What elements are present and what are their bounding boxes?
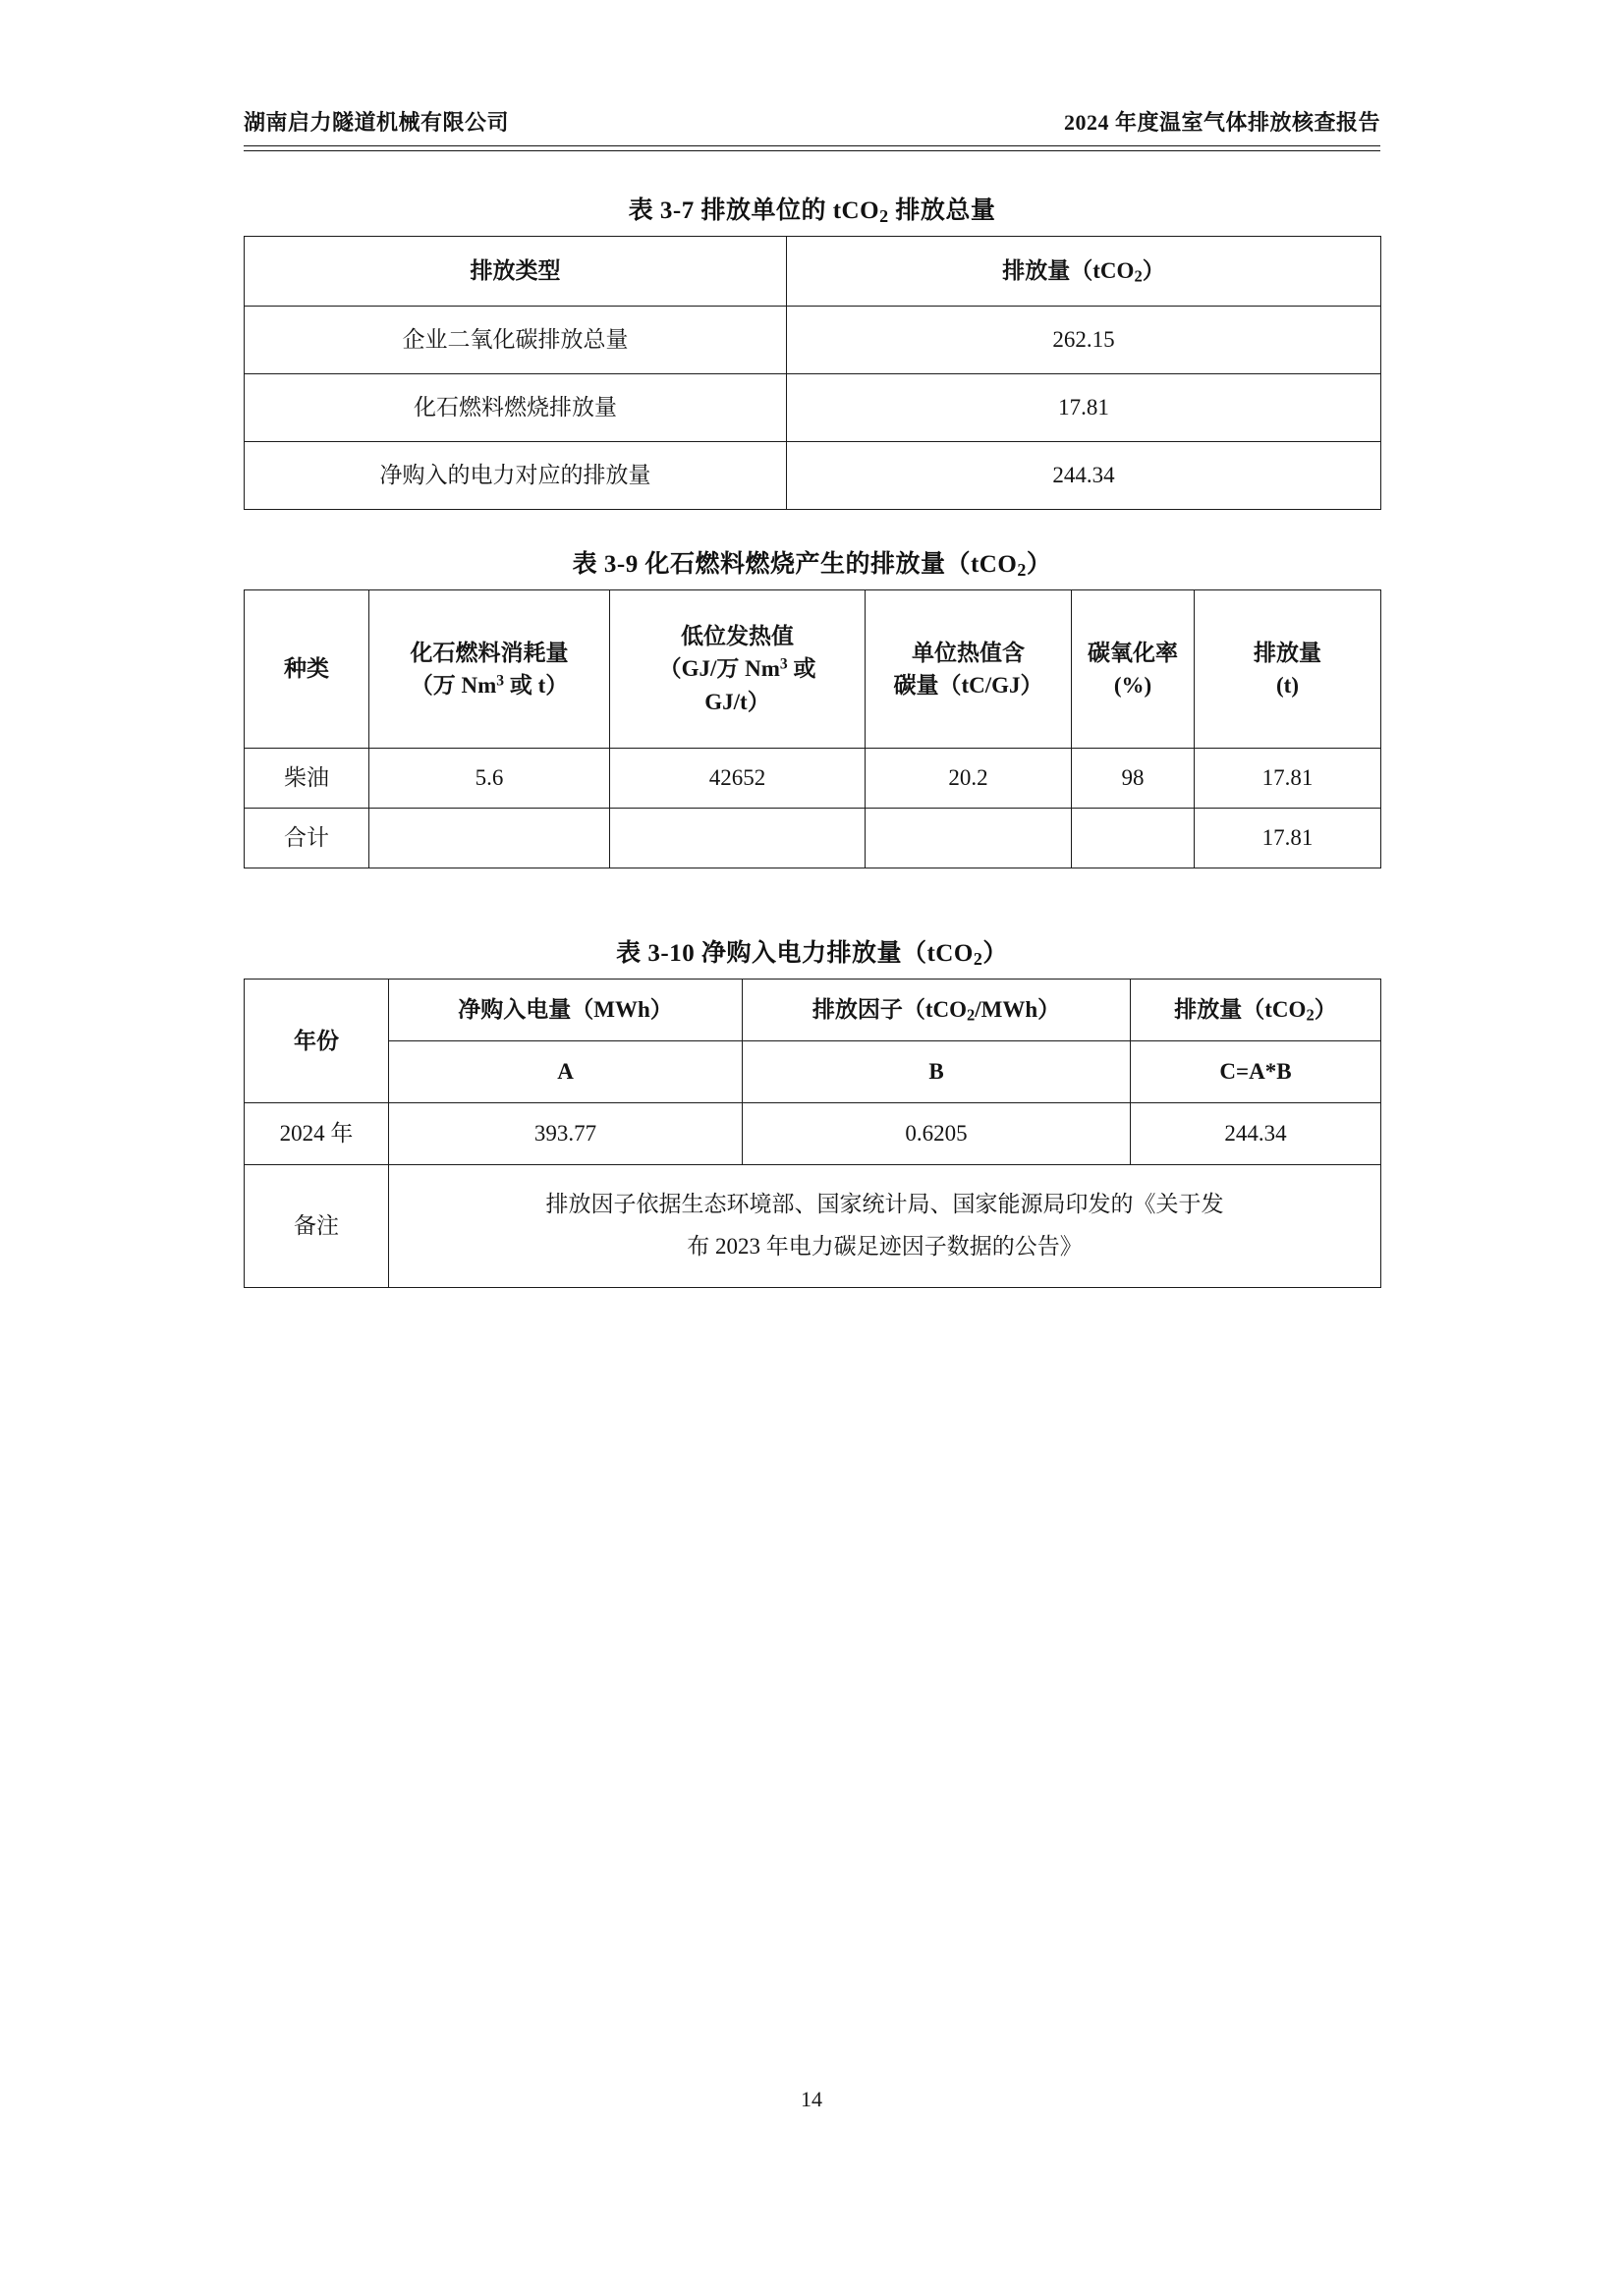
table-3-10-header-emission bbox=[1131, 979, 1381, 1040]
table-3-9-cell-emission: 17.81 bbox=[1195, 808, 1381, 868]
table-3-9-header-oxidation-rate bbox=[1072, 589, 1195, 748]
table-3-10-header-purchased: 净购入电量（MWh） bbox=[389, 979, 743, 1040]
table-3-10 bbox=[244, 979, 1381, 1288]
table-3-10-note-line1: 排放因子依据生态环境部、国家统计局、国家能源局印发的《关于发 bbox=[545, 1192, 1224, 1217]
table-3-9-header-emission-line1: 排放量 bbox=[1254, 640, 1321, 665]
emission-subscript: 2 bbox=[1306, 1005, 1315, 1025]
table-3-9-cell-emission: 17.81 bbox=[1195, 748, 1381, 808]
table-3-7-cell-type: 化石燃料燃烧排放量 bbox=[245, 373, 787, 441]
heat-unit-prefix: （GJ/万 Nm bbox=[658, 656, 780, 682]
table-row bbox=[245, 1164, 1381, 1287]
header-report-title: 2024 年度温室气体排放核查报告 bbox=[1063, 110, 1380, 135]
table-3-9-cell-consumption bbox=[369, 808, 610, 868]
table-3-10-note-label: 备注 bbox=[245, 1164, 389, 1287]
table-3-9-header-heat-line1: 低位发热值 bbox=[681, 623, 794, 648]
factor-suffix: /MWh） bbox=[975, 996, 1061, 1022]
table-3-9-caption-subscript: 2 bbox=[1017, 559, 1027, 580]
heat-unit-mid: 或 bbox=[787, 656, 816, 682]
table-row bbox=[245, 1102, 1381, 1164]
table-3-9-header-heat-value bbox=[610, 589, 866, 748]
table-3-10-caption-prefix: 表 3-10 净购入电力排放量（tCO bbox=[616, 940, 974, 967]
table-3-9 bbox=[244, 589, 1381, 868]
consumption-unit-superscript: 3 bbox=[496, 672, 505, 690]
table-3-9-header-heat-line2 bbox=[616, 652, 859, 685]
table-3-9-caption-suffix: ） bbox=[1026, 551, 1052, 578]
table-3-9-cell-oxidation-rate bbox=[1072, 808, 1195, 868]
table-3-10-block bbox=[244, 927, 1380, 1288]
table-3-9-cell-oxidation-rate: 98 bbox=[1072, 748, 1195, 808]
table-row bbox=[245, 373, 1381, 441]
factor-prefix: 排放因子（tCO bbox=[812, 996, 967, 1022]
table-3-9-header-carbon-line1: 单位热值含 bbox=[912, 640, 1025, 665]
page-number: 14 bbox=[801, 2087, 822, 2111]
table-3-7-cell-value: 244.34 bbox=[787, 441, 1381, 509]
table-3-7-header-amount-prefix: 排放量（tCO bbox=[1002, 257, 1135, 283]
table-3-10-symbol-b: B bbox=[743, 1040, 1131, 1102]
table-row bbox=[245, 1040, 1381, 1102]
table-3-9-header-carbon-content bbox=[866, 589, 1072, 748]
factor-subscript: 2 bbox=[967, 1005, 976, 1025]
table-3-9-caption-prefix: 表 3-9 化石燃料燃烧产生的排放量（tCO bbox=[572, 551, 1018, 578]
table-3-9-cell-consumption: 5.6 bbox=[369, 748, 610, 808]
table-3-10-note-line2: 布 2023 年电力碳足迹因子数据的公告》 bbox=[687, 1233, 1083, 1259]
heat-unit-superscript: 3 bbox=[779, 655, 788, 673]
header-company-name: 湖南启力隧道机械有限公司 bbox=[244, 110, 510, 135]
table-row bbox=[245, 589, 1381, 748]
table-row bbox=[245, 748, 1381, 808]
table-3-9-header-consumption bbox=[369, 589, 610, 748]
table-3-10-caption bbox=[244, 927, 1380, 979]
table-3-7-caption bbox=[244, 185, 1380, 236]
table-3-10-symbol-c: C=A*B bbox=[1131, 1040, 1381, 1102]
table-3-9-header-consumption-line2 bbox=[375, 669, 603, 701]
table-3-9-header-kind: 种类 bbox=[245, 589, 369, 748]
table-3-10-header-year: 年份 bbox=[245, 979, 389, 1102]
table-3-7 bbox=[244, 236, 1381, 510]
table-3-10-cell-year: 2024 年 bbox=[245, 1102, 389, 1164]
emission-suffix: ） bbox=[1314, 996, 1337, 1022]
table-3-7-caption-subscript: 2 bbox=[879, 205, 889, 226]
table-row bbox=[245, 979, 1381, 1040]
table-row bbox=[245, 306, 1381, 373]
table-3-10-header-factor bbox=[743, 979, 1131, 1040]
table-3-7-caption-prefix: 表 3-7 排放单位的 tCO bbox=[628, 197, 880, 224]
table-3-7-header-amount bbox=[787, 236, 1381, 306]
table-3-10-symbol-a: A bbox=[389, 1040, 743, 1102]
emission-prefix: 排放量（tCO bbox=[1174, 996, 1307, 1022]
table-3-7-block bbox=[244, 185, 1380, 510]
header-double-rule bbox=[244, 145, 1380, 151]
table-3-7-cell-type: 企业二氧化碳排放总量 bbox=[245, 306, 787, 373]
table-3-10-caption-subscript: 2 bbox=[973, 948, 983, 969]
table-3-7-cell-value: 262.15 bbox=[787, 306, 1381, 373]
table-3-9-header-oxidation-line1: 碳氧化率 bbox=[1088, 640, 1178, 665]
table-3-9-cell-kind: 合计 bbox=[245, 808, 369, 868]
table-3-9-header-carbon-line2: 碳量（tC/GJ） bbox=[893, 672, 1043, 698]
table-3-9-cell-carbon-content: 20.2 bbox=[866, 748, 1072, 808]
table-3-9-header-oxidation-line2: (%) bbox=[1113, 672, 1152, 698]
table-row bbox=[245, 808, 1381, 868]
table-3-9-cell-heat-value: 42652 bbox=[610, 748, 866, 808]
table-3-10-caption-suffix: ） bbox=[982, 940, 1008, 967]
table-row bbox=[245, 441, 1381, 509]
table-3-9-cell-heat-value bbox=[610, 808, 866, 868]
table-3-9-header-emission-line2: (t) bbox=[1276, 672, 1299, 698]
table-3-9-caption bbox=[244, 538, 1380, 589]
consumption-unit-suffix: 或 t） bbox=[504, 672, 569, 698]
table-3-7-header-amount-subscript: 2 bbox=[1134, 266, 1143, 286]
table-3-7-cell-type: 净购入的电力对应的排放量 bbox=[245, 441, 787, 509]
table-3-7-cell-value: 17.81 bbox=[787, 373, 1381, 441]
table-3-10-cell-purchased: 393.77 bbox=[389, 1102, 743, 1164]
table-3-9-block bbox=[244, 538, 1380, 868]
table-row bbox=[245, 236, 1381, 306]
table-3-10-note-body bbox=[389, 1164, 1381, 1287]
table-3-7-caption-suffix: 排放总量 bbox=[888, 197, 996, 224]
table-3-10-cell-factor: 0.6205 bbox=[743, 1102, 1131, 1164]
table-3-10-cell-emission: 244.34 bbox=[1131, 1102, 1381, 1164]
table-3-7-header-amount-suffix: ） bbox=[1142, 257, 1165, 283]
table-3-9-cell-carbon-content bbox=[866, 808, 1072, 868]
table-3-9-header-consumption-line1: 化石燃料消耗量 bbox=[410, 640, 569, 665]
table-3-9-header-heat-line3: GJ/t） bbox=[704, 689, 770, 714]
consumption-unit-prefix: （万 Nm bbox=[410, 672, 497, 698]
table-3-7-header-type: 排放类型 bbox=[245, 236, 787, 306]
table-3-9-cell-kind: 柴油 bbox=[245, 748, 369, 808]
page-running-header bbox=[244, 106, 1380, 137]
table-3-9-header-emission bbox=[1195, 589, 1381, 748]
